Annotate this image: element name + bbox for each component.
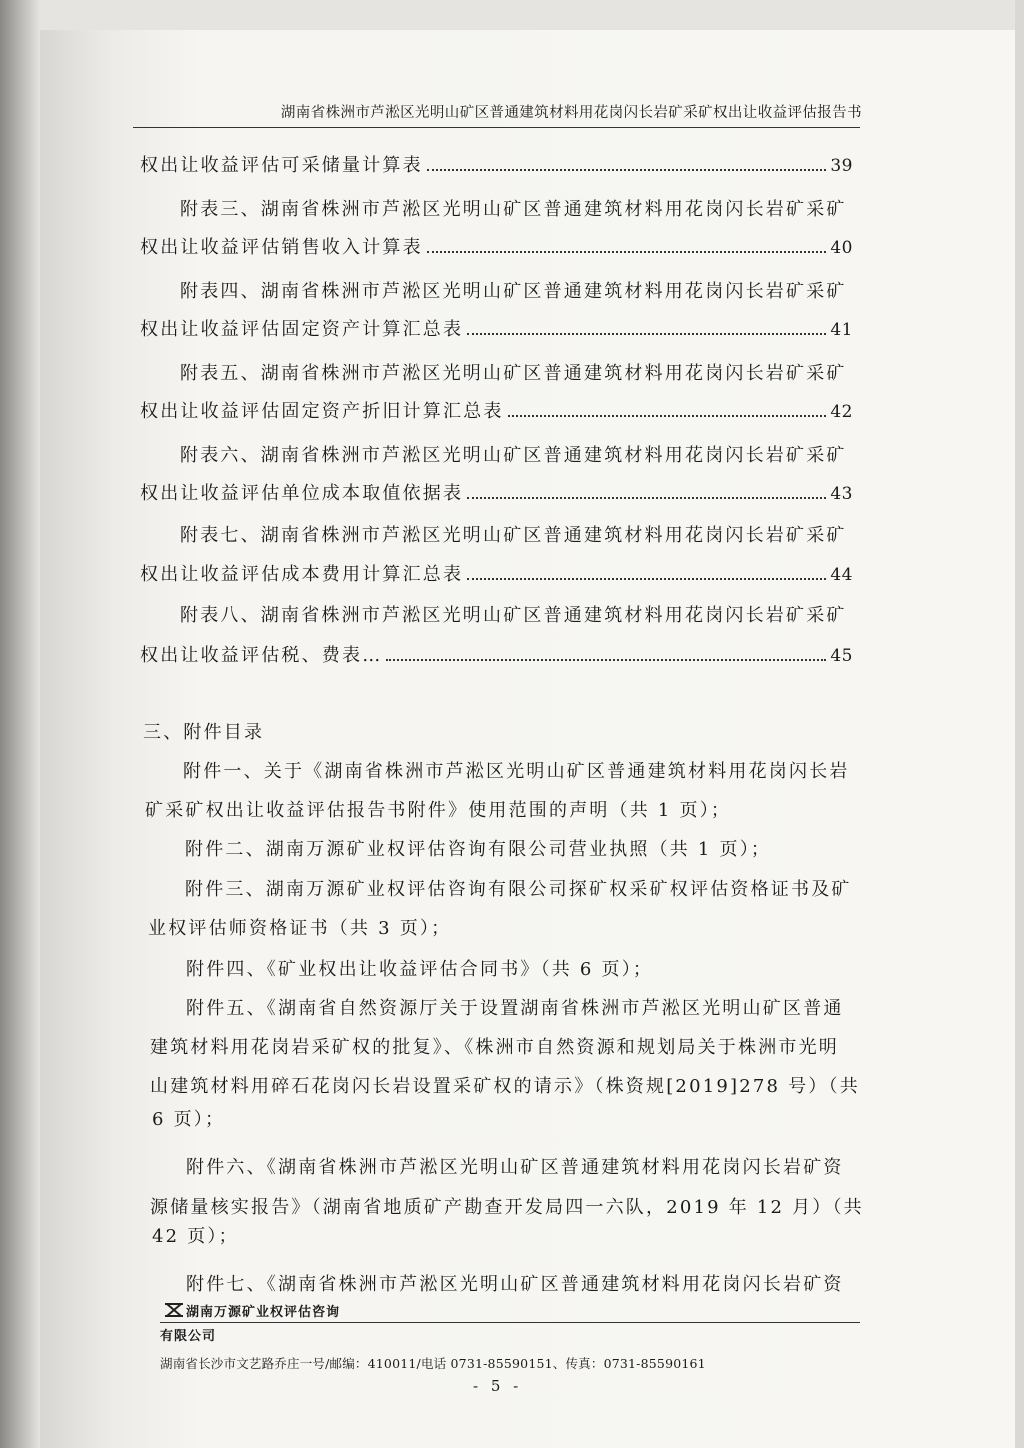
toc-entry-lead: 附表四、湖南省株洲市芦淞区光明山矿区普通建筑材料用花岗闪长岩矿采矿 [180,281,847,302]
toc-page-number: 39 [830,156,853,176]
attachment-line: 附件七、《湖南省株洲市芦淞区光明山矿区普通建筑材料用花岗闪长岩矿资 [186,1274,844,1295]
toc-leader-dots [386,659,826,661]
toc-entry-title: 权出让收益评估销售收入计算表 [140,237,423,258]
toc-entry-title: 权出让收益评估固定资产计算汇总表 [140,319,464,340]
toc-leader-dots [508,415,827,417]
attachment-line: 建筑材料用花岗岩采矿权的批复》、《株洲市自然资源和规划局关于株洲市光明 [150,1037,839,1058]
scan-edge [1015,0,1024,1448]
toc-leader-dots [467,333,826,335]
footer-company-name: 湖南万源矿业权评估咨询 [186,1305,341,1320]
toc-entry-title: 权出让收益评估税、费表… [140,645,383,666]
toc-page-number: 45 [830,646,853,666]
toc-entry [140,479,853,505]
toc-entry [140,641,853,667]
attachment-line: 6 页）； [152,1109,226,1130]
toc-entry [140,151,853,177]
footer-rule [160,1322,860,1323]
toc-page-number: 41 [830,320,853,340]
toc-entry-title: 权出让收益评估可采储量计算表 [140,155,423,176]
binding-shadow [0,0,40,1448]
attachment-line: 附件三、湖南万源矿业权评估咨询有限公司探矿权采矿权评估资格证书及矿 [185,879,852,900]
attachment-line: 源储量核实报告》（湖南省地质矿产勘查开发局四一六队，2019 年 12 月）（共 [150,1197,864,1218]
attachment-line: 矿采矿权出让收益评估报告书附件》使用范围的声明（共 1 页）； [145,800,732,821]
toc-entry [140,315,853,341]
header-rule [133,127,860,128]
toc-entry-lead: 附表六、湖南省株洲市芦淞区光明山矿区普通建筑材料用花岗闪长岩矿采矿 [180,445,847,466]
toc-entry-title: 权出让收益评估成本费用计算汇总表 [140,564,464,585]
attachment-line: 42 页）； [152,1226,239,1247]
company-logo-icon [163,1300,185,1320]
toc-entry-lead: 附表五、湖南省株洲市芦淞区光明山矿区普通建筑材料用花岗闪长岩矿采矿 [180,363,847,384]
toc-entry [140,397,853,423]
toc-entry-title: 权出让收益评估固定资产折旧计算汇总表 [140,401,504,422]
toc-leader-dots [427,169,827,171]
attachment-line: 业权评估师资格证书（共 3 页）； [148,918,452,939]
toc-leader-dots [427,251,827,253]
toc-entry-title: 权出让收益评估单位成本取值依据表 [140,483,464,504]
toc-page-number: 40 [830,238,853,258]
attachment-line: 附件六、《湖南省株洲市芦淞区光明山矿区普通建筑材料用花岗闪长岩矿资 [186,1157,844,1178]
attachment-line: 附件五、《湖南省自然资源厅关于设置湖南省株洲市芦淞区光明山矿区普通 [186,998,844,1019]
toc-page-number: 42 [830,402,853,422]
toc-entry [140,560,853,586]
attachment-line: 附件一、关于《湖南省株洲市芦淞区光明山矿区普通建筑材料用花岗闪长岩 [183,761,850,782]
attachment-line: 附件四、《矿业权出让收益评估合同书》（共 6 页）； [186,959,654,980]
toc-leader-dots [467,497,826,499]
toc-entry-lead: 附表三、湖南省株洲市芦淞区光明山矿区普通建筑材料用花岗闪长岩矿采矿 [180,199,847,220]
toc-page-number: 43 [830,484,853,504]
toc-entry [140,233,853,259]
page-number: - 5 - [473,1377,523,1395]
toc-entry-lead: 附表七、湖南省株洲市芦淞区光明山矿区普通建筑材料用花岗闪长岩矿采矿 [180,525,847,546]
running-header: 湖南省株洲市芦淞区光明山矿区普通建筑材料用花岗闪长岩矿采矿权出让收益评估报告书 [280,105,862,121]
footer-address: 湖南省长沙市文艺路乔庄一号/邮编：410011/电话 0731-85590151、传真：0731-85590161 [160,1356,706,1371]
footer-company-name-cont: 有限公司 [160,1329,217,1344]
attachment-line: 山建筑材料用碎石花岗闪长岩设置采矿权的请示》（株资规[2019]278 号）（共 [150,1076,860,1097]
section-title: 三、附件目录 [143,722,265,743]
toc-entry-lead: 附表八、湖南省株洲市芦淞区光明山矿区普通建筑材料用花岗闪长岩矿采矿 [180,605,847,626]
toc-page-number: 44 [830,565,853,585]
attachment-line: 附件二、湖南万源矿业权评估咨询有限公司营业执照（共 1 页）； [185,839,772,860]
toc-leader-dots [467,578,826,580]
